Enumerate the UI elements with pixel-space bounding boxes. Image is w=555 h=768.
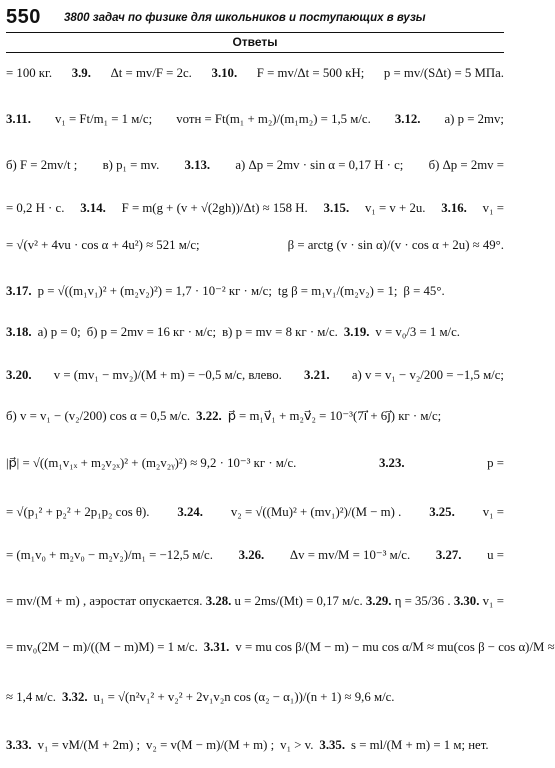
answer-formula: в) p₁ = mv.: [102, 157, 160, 172]
answer-line: [6, 497, 504, 527]
answer-formula: = √(p₁² + p₂² + 2p₁p₂ cos θ).: [6, 504, 150, 519]
answer-formula: |p⃗| = √((m₁v₁ₓ + m₂v₂ₓ)² + (m₂v₂ᵧ)²) ≈ 9,2 · 10⁻³ кг · м/с.: [6, 455, 297, 470]
section-title: Ответы: [232, 35, 278, 49]
problem-number: 3.25.: [429, 504, 455, 519]
problem-number: 3.19.: [343, 324, 370, 339]
answer-formula: = √(v² + 4vu · cos α + 4u²) ≈ 521 м/с;: [6, 237, 200, 252]
answer-formula: η = 35/36 .: [394, 593, 451, 608]
answer-formula: = mv/(M + m) , аэростат опускается.: [6, 593, 203, 608]
answer-formula: v = (mv₁ − mv₂)/(M + m) = −0,5 м/с, влево.: [53, 367, 282, 382]
answer-formula: б) p = 2mv = 16 кг · м/с;: [86, 324, 217, 339]
answer-formula: p =: [487, 455, 504, 470]
answer-formula: v₁ =: [482, 200, 504, 215]
problem-number: 3.11.: [6, 111, 31, 126]
answer-formula: v₂ = √((Mu)² + (mv₁)²)/(M − m) .: [230, 504, 402, 519]
answer-formula: v₂ = v(M − m)/(M + m) ;: [146, 737, 275, 752]
problem-number: 3.35.: [319, 737, 346, 752]
answer-formula: v = mu cos β/(M − m) − mu cos α/M ≈ mu(cos β − cos α)/M ≈: [235, 639, 555, 654]
problem-number: 3.26.: [238, 547, 265, 562]
answer-formula: u₁ = √(n²v₁² + v₂² + 2v₁v₂n cos (α₂ − α₁))/(n + 1) ≈ 9,6 м/с.: [93, 689, 395, 704]
answer-line: [6, 276, 504, 306]
answer-line: [6, 540, 504, 570]
answer-formula: а) Δp = 2mv · sin α = 0,17 Н · с;: [235, 157, 404, 172]
book-title: 3800 задач по физике для школьников и поступающих в вузы: [64, 12, 426, 24]
problem-number: 3.33.: [6, 737, 32, 752]
answer-formula: v₁ = Ft/m₁ = 1 м/с;: [54, 111, 153, 126]
answer-formula: = 0,2 Н · с.: [6, 200, 65, 215]
problem-number: 3.10.: [211, 65, 238, 80]
answer-formula: v₁ > v.: [280, 737, 314, 752]
problem-number: 3.32.: [61, 689, 88, 704]
problem-number: 3.17.: [6, 283, 32, 298]
problem-number: 3.23.: [378, 455, 405, 470]
answer-line: [6, 150, 504, 180]
problem-number: 3.13.: [184, 157, 211, 172]
answer-formula: = mv₀(2M − m)/((M − m)M) = 1 м/с.: [6, 639, 198, 654]
problem-number: 3.15.: [323, 200, 350, 215]
page-number: 550: [6, 6, 41, 28]
answer-formula: F = m(g + (v + √(2gh))/Δt) ≈ 158 Н.: [121, 200, 308, 215]
answer-line: [6, 682, 504, 712]
answer-line: [6, 586, 504, 616]
answer-line: [6, 58, 504, 88]
answer-line: [6, 632, 555, 662]
answer-formula: tg β = m₁v₁/(m₂v₂) = 1;: [277, 283, 398, 298]
answer-line: [6, 230, 504, 260]
answer-formula: v₁ = v + 2u.: [364, 200, 426, 215]
answer-formula: а) p = 0;: [37, 324, 81, 339]
problem-number: 3.22.: [196, 408, 222, 423]
answer-formula: u = 2ms/(Mt) = 0,17 м/с.: [234, 593, 363, 608]
problem-number: 3.20.: [6, 367, 32, 382]
problem-number: 3.31.: [203, 639, 230, 654]
answer-formula: v₁ =: [482, 504, 504, 519]
answer-formula: β = 45°.: [403, 283, 445, 298]
answer-formula: а) v = v₁ − v₂/200 = −1,5 м/с;: [351, 367, 504, 382]
answer-formula: б) v = v₁ − (v₂/200) cos α = 0,5 м/с.: [6, 408, 191, 423]
problem-number: 3.18.: [6, 324, 32, 339]
answer-line: [6, 730, 504, 760]
answer-formula: а) p = 2mv;: [444, 111, 504, 126]
problem-number: 3.28.: [205, 593, 232, 608]
answer-formula: p = √((m₁v₁)² + (m₂v₂)²) = 1,7 · 10⁻² кг · м/с;: [37, 283, 272, 298]
answer-formula: = (m₁v₀ + m₂v₀ − m₂v₂)/m₁ = −12,5 м/с.: [6, 547, 213, 562]
problem-number: 3.14.: [80, 200, 106, 215]
answer-formula: u =: [487, 547, 504, 562]
answer-formula: vотн = Ft(m₁ + m₂)/(m₁m₂) = 1,5 м/с.: [176, 111, 371, 126]
answer-formula: v₁ =: [482, 593, 504, 608]
answer-formula: Δt = mv/F = 2с.: [110, 65, 192, 80]
answer-formula: p⃗ = m₁v⃗₁ + m₂v⃗₂ = 10⁻³(7i⃗ + 6j⃗) кг · м/с;: [227, 408, 442, 423]
answer-formula: б) Δp = 2mv =: [428, 157, 504, 172]
page-header: [6, 6, 504, 32]
problem-number: 3.12.: [394, 111, 421, 126]
problem-number: 3.21.: [304, 367, 330, 382]
answer-formula: в) p = mv = 8 кг · м/с.: [222, 324, 338, 339]
problem-number: 3.30.: [453, 593, 480, 608]
answer-formula: ≈ 1,4 м/с.: [6, 689, 56, 704]
answer-formula: F = mv/Δt = 500 кН;: [256, 65, 365, 80]
answer-formula: v₁ = vM/(M + 2m) ;: [37, 737, 141, 752]
problem-number: 3.29.: [365, 593, 392, 608]
answer-formula: Δv = mv/M = 10⁻³ м/с.: [289, 547, 411, 562]
answer-formula: β = arctg (v · sin α)/(v · cos α + 2u) ≈ 49°.: [287, 237, 504, 252]
answer-line: [6, 104, 504, 134]
problem-number: 3.27.: [435, 547, 462, 562]
section-rule: [6, 52, 504, 53]
answer-formula: = 100 кг.: [6, 65, 53, 80]
answer-formula: s = ml/(M + m) = 1 м; нет.: [351, 737, 489, 752]
answer-line: [6, 317, 504, 347]
problem-number: 3.9.: [71, 65, 91, 80]
answer-line: [6, 360, 504, 390]
answer-line: [6, 448, 504, 478]
answer-line: [6, 401, 504, 431]
answer-formula: p = mv/(SΔt) = 5 МПа.: [383, 65, 504, 80]
header-rule: [6, 32, 504, 33]
problem-number: 3.24.: [177, 504, 203, 519]
answer-line: [6, 193, 504, 223]
answer-formula: v = v₀/3 = 1 м/с.: [375, 324, 460, 339]
answer-formula: б) F = 2mv/t ;: [6, 157, 78, 172]
problem-number: 3.16.: [441, 200, 467, 215]
